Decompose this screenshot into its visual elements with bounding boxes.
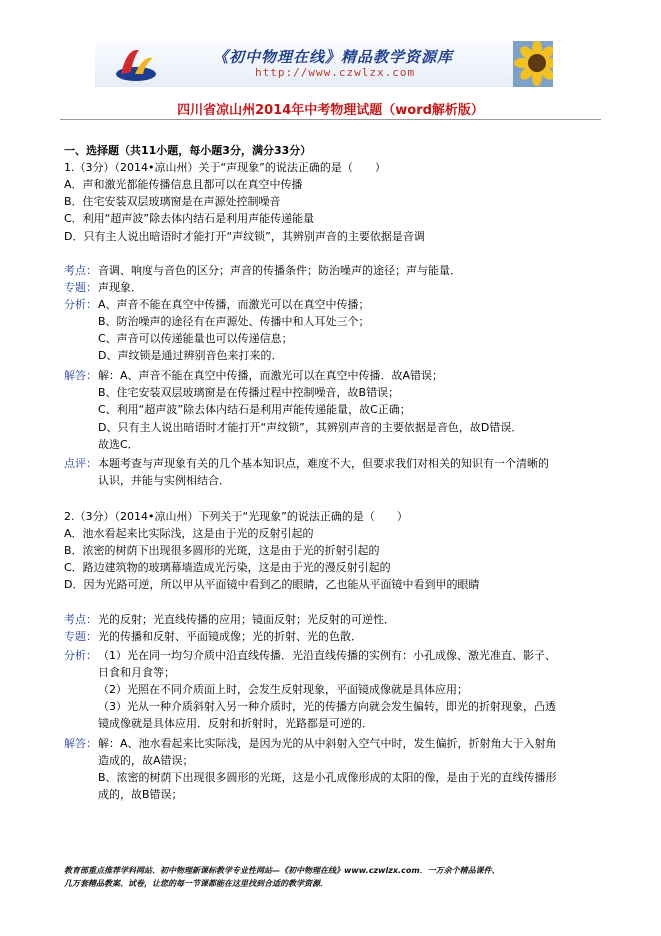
q1-jieda-label: 解答： (64, 369, 97, 382)
question-2-option-c: C．路边建筑物的玻璃幕墙造成光污染，这是由于光的漫反射引起的 (64, 561, 391, 574)
q1-dianping-label: 点评： (64, 457, 97, 470)
q1-fenxi-line: B、防治噪声的途径有在声源处、传播中和人耳处三个； (98, 315, 370, 328)
question-1-option-a: A．声和激光都能传播信息且都可以在真空中传播 (64, 178, 303, 191)
q2-fenxi-line: （2）光照在不同介质面上时，会发生反射现象，平面镜成像就是具体应用； (98, 683, 468, 696)
footer-line: 几万套精品教案、试卷，让您的每一节课都能在这里找到合适的教学资源． (64, 879, 328, 888)
sunflower-icon (513, 41, 553, 87)
page-title: 四川省凉山州2014年中考物理试题（word解析版） (177, 103, 484, 118)
q2-fenxi-label: 分析： (64, 649, 97, 662)
site-logo-icon (113, 44, 159, 84)
q2-kaodian-text: 光的反射；光直线传播的应用；镜面反射；光反射的可逆性． (98, 613, 395, 626)
q2-jieda-label: 解答： (64, 737, 97, 750)
q1-fenxi-line: A、声音不能在真空中传播，而激光可以在真空中传播； (98, 298, 370, 311)
q1-jieda-line: 解：A、声音不能在真空中传播，而激光可以在真空中传播．故A错误； (98, 369, 444, 382)
q1-jieda-line: D、只有主人说出暗语时才能打开“声纹锁”，其辨别声音的主要依据是音色，故D错误． (98, 421, 523, 434)
header-banner (95, 41, 553, 87)
question-2-stem: 2.（3分）（2014•凉山州）下列关于“光现象”的说法正确的是（ ） (64, 510, 408, 523)
banner-title: 《初中物理在线》精品教学资源库 (213, 48, 454, 66)
question-1-option-d: D．只有主人说出暗语时才能打开“声纹锁”，其辨别声音的主要依据是音调 (64, 230, 425, 243)
q1-fenxi-line: D、声纹锁是通过辨别音色来打来的． (98, 349, 283, 362)
q2-jieda-line: 成的，故B错误； (98, 788, 183, 801)
q1-kaodian-label: 考点： (64, 264, 97, 277)
q1-fenxi-line: C、声音可以传递能量也可以传递信息； (98, 332, 293, 345)
q1-jieda-line: C、利用“超声波”除去体内结石是利用声能传递能量，故C正确； (98, 403, 411, 416)
q2-zhuanti-label: 专题： (64, 630, 97, 643)
q2-fenxi-line: 日食和月食等； (98, 666, 175, 679)
q2-fenxi-line: （1）光在同一均匀介质中沿直线传播．光沿直线传播的实例有：小孔成像、激光准直、影子、 (98, 649, 556, 662)
q1-jieda-line: B、住宅安装双层玻璃窗是在传播过程中控制噪音，故B错误； (98, 386, 400, 399)
question-2-option-d: D．因为光路可逆，所以甲从平面镜中看到乙的眼睛，乙也能从平面镜中看到甲的眼睛 (64, 578, 480, 591)
q1-fenxi-label: 分析： (64, 298, 97, 311)
q2-jieda-line: 解：A、池水看起来比实际浅，是因为光的从中斜射入空气中时，发生偏折，折射角大于入射角 (98, 737, 557, 750)
question-1-stem: 1.（3分）（2014•凉山州）关于“声现象”的说法正确的是（ ） (64, 161, 386, 174)
question-2-option-a: A．池水看起来比实际浅，这是由于光的反射引起的 (64, 527, 314, 540)
q1-dianping-line: 认识，并能与实例相结合． (98, 474, 230, 487)
q1-zhuanti-text: 声现象． (98, 281, 142, 294)
q1-dianping-line: 本题考查与声现象有关的几个基本知识点，难度不大，但要求我们对相关的知识有一个清晰的 (98, 457, 549, 470)
q2-jieda-line: 造成的，故A错误； (98, 754, 194, 767)
q1-jieda-line: 故选C． (98, 438, 139, 451)
q2-zhuanti-text: 光的传播和反射、平面镜成像；光的折射、光的色散． (98, 630, 362, 643)
q2-fenxi-line: （3）光从一种介质斜射入另一种介质时，光的传播方向就会发生偏转，即光的折射现象，凸透 (98, 700, 556, 713)
question-2-option-b: B．浓密的树荫下出现很多圆形的光斑，这是由于光的折射引起的 (64, 544, 380, 557)
banner-url[interactable]: http://www.czwlzx.com (255, 66, 416, 79)
question-1-option-c: C．利用“超声波”除去体内结石是利用声能传递能量 (64, 212, 315, 225)
q1-kaodian-text: 音调、响度与音色的区分；声音的传播条件；防治噪声的途径；声与能量． (98, 264, 461, 277)
q2-jieda-line: B、浓密的树荫下出现很多圆形的光斑，这是小孔成像形成的太阳的像，是由于光的直线传播形 (98, 771, 557, 784)
q2-kaodian-label: 考点： (64, 613, 97, 626)
title-divider (60, 119, 601, 120)
footer-line: 教育部重点推荐学科网站、初中物理新课标教学专业性网站—《初中物理在线》www.czwlzx.com．一万余个精品课件、 (64, 866, 500, 875)
question-1-option-b: B．住宅安装双层玻璃窗是在声源处控制噪音 (64, 195, 281, 208)
page-footer (64, 864, 604, 890)
q1-zhuanti-label: 专题： (64, 281, 97, 294)
q2-fenxi-line: 镜成像就是具体应用．反射和折射时，光路都是可逆的． (98, 717, 373, 730)
section-header: 一、选择题（共11小题，每小题3分，满分33分） (64, 144, 312, 157)
